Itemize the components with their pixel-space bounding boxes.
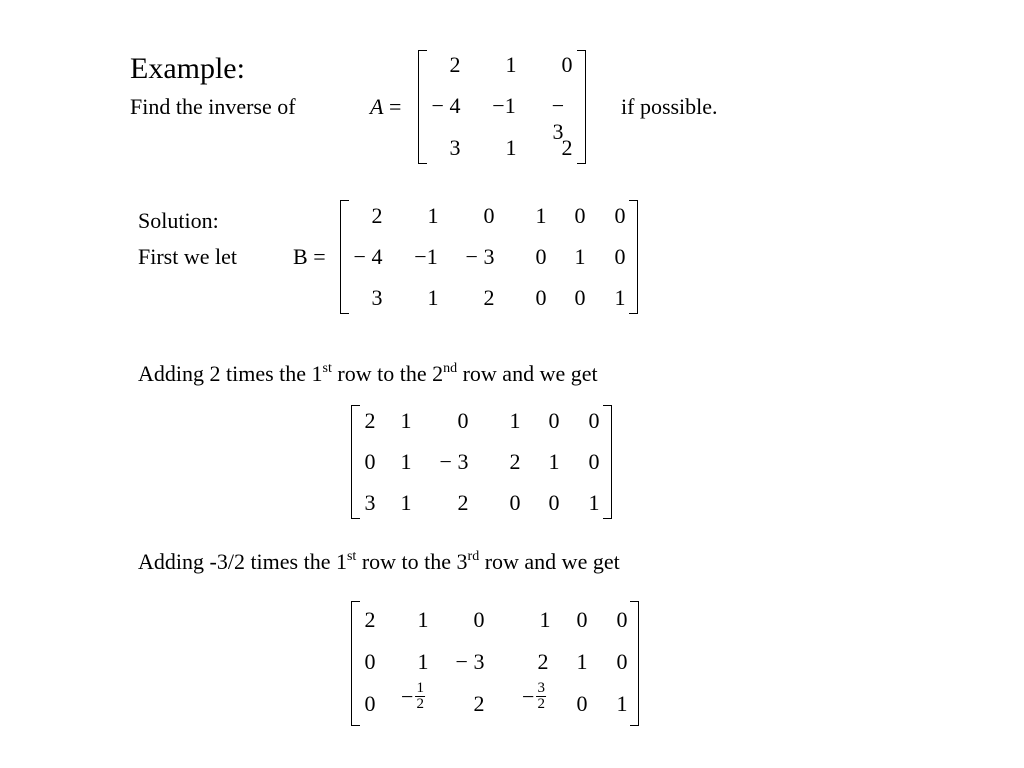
matrix-cell: 1 bbox=[574, 244, 586, 269]
matrix-cell: − 4 bbox=[431, 93, 461, 118]
matrix-cell: 0 bbox=[576, 691, 588, 716]
matrix-cell: 2 bbox=[509, 449, 521, 474]
fraction-numerator: 1 bbox=[416, 680, 424, 696]
step1-mid: row to the 2 bbox=[331, 361, 444, 386]
matrix-b-symbol: B bbox=[293, 244, 308, 269]
matrix-cell: − 3 bbox=[439, 449, 469, 474]
matrix-cell: 3 bbox=[371, 285, 383, 310]
matrix-cell: 0 bbox=[614, 203, 626, 228]
matrix-cell: 0 bbox=[535, 285, 547, 310]
matrix-cell: −1 bbox=[492, 93, 516, 118]
matrix-cell: 1 bbox=[505, 52, 517, 77]
matrix-cell: 0 bbox=[457, 408, 469, 433]
step1-pre: Adding 2 times the 1 bbox=[138, 361, 323, 386]
solution-let-text: First we let bbox=[138, 244, 237, 269]
matrix-cell: 0 bbox=[574, 203, 586, 228]
matrix-cell: 2 bbox=[483, 285, 495, 310]
matrix-a bbox=[418, 50, 586, 164]
matrix-cell: 2 bbox=[364, 408, 376, 433]
matrix-cell: 2 bbox=[561, 135, 573, 160]
matrix-cell: 1 bbox=[427, 285, 439, 310]
matrix-cell: 0 bbox=[576, 607, 588, 632]
matrix-cell: 1 bbox=[535, 203, 547, 228]
example-title: Example: bbox=[130, 52, 245, 85]
matrix-cell: 1 bbox=[400, 408, 412, 433]
matrix-cell: 1 bbox=[614, 285, 626, 310]
matrix-cell: 0 bbox=[509, 490, 521, 515]
matrix-cell: 0 bbox=[616, 607, 628, 632]
step1-text bbox=[138, 361, 598, 387]
matrix-cell: 2 bbox=[457, 490, 469, 515]
matrix-cell: 1 bbox=[417, 649, 429, 674]
step1-sup2: nd bbox=[443, 361, 458, 376]
example-suffix: if possible. bbox=[621, 94, 718, 119]
matrix-cell: 2 bbox=[371, 203, 383, 228]
equals-sign: = bbox=[313, 244, 326, 269]
equals-sign: = bbox=[388, 94, 402, 119]
matrix-cell: − 3 bbox=[465, 244, 495, 269]
matrix-cell: 2 bbox=[449, 52, 461, 77]
matrix-cell: 0 bbox=[588, 449, 600, 474]
step2-sup1: st bbox=[346, 549, 357, 564]
matrix-cell: 1 bbox=[539, 607, 551, 632]
example-prompt: Find the inverse of bbox=[130, 94, 296, 119]
matrix-cell: 0 bbox=[548, 408, 560, 433]
matrix-b bbox=[340, 200, 638, 314]
step2-pre: Adding -3/2 times the 1 bbox=[138, 549, 347, 574]
matrix-cell: 0 bbox=[548, 490, 560, 515]
matrix-cell: 2 bbox=[364, 607, 376, 632]
matrix-a-symbol: A bbox=[370, 94, 384, 119]
matrix-cell: 1 bbox=[505, 135, 517, 160]
matrix-cell: 1 bbox=[509, 408, 521, 433]
matrix-cell: 3 bbox=[364, 490, 376, 515]
matrix-cell-fraction bbox=[401, 681, 425, 721]
fraction-numerator: 3 bbox=[537, 680, 545, 696]
matrix-cell: 1 bbox=[616, 691, 628, 716]
matrix-cell: 2 bbox=[473, 691, 485, 716]
matrix-cell: −1 bbox=[414, 244, 438, 269]
matrix-cell: − 3 bbox=[455, 649, 485, 674]
matrix-cell: − 3 bbox=[551, 93, 565, 144]
matrix-cell: − 4 bbox=[353, 244, 383, 269]
matrix-cell: 0 bbox=[364, 449, 376, 474]
matrix-cell: 1 bbox=[427, 203, 439, 228]
fraction-sign: − bbox=[522, 683, 535, 709]
matrix-cell: 2 bbox=[537, 649, 549, 674]
step2-mid: row to the 3 bbox=[356, 549, 468, 574]
step2-post: row and we get bbox=[479, 549, 620, 574]
matrix-cell: 3 bbox=[449, 135, 461, 160]
step2-sup2: rd bbox=[467, 549, 480, 564]
step2-text bbox=[138, 549, 620, 575]
fraction-sign: − bbox=[401, 683, 414, 709]
matrix-cell: 0 bbox=[561, 52, 573, 77]
matrix-step1 bbox=[351, 405, 612, 519]
matrix-cell: 0 bbox=[483, 203, 495, 228]
matrix-cell: 1 bbox=[400, 449, 412, 474]
matrix-cell: 1 bbox=[576, 649, 588, 674]
matrix-cell: 1 bbox=[400, 490, 412, 515]
matrix-cell: 0 bbox=[535, 244, 547, 269]
matrix-cell: 0 bbox=[614, 244, 626, 269]
matrix-b-label bbox=[293, 244, 326, 270]
matrix-step2 bbox=[351, 601, 639, 726]
matrix-cell: 0 bbox=[473, 607, 485, 632]
fraction-denominator: 2 bbox=[416, 696, 424, 712]
matrix-cell: 0 bbox=[616, 649, 628, 674]
matrix-cell-fraction bbox=[522, 681, 546, 721]
matrix-cell: 0 bbox=[364, 649, 376, 674]
matrix-cell: 1 bbox=[417, 607, 429, 632]
matrix-cell: 1 bbox=[588, 490, 600, 515]
matrix-cell: 0 bbox=[364, 691, 376, 716]
matrix-cell: 1 bbox=[548, 449, 560, 474]
matrix-cell: 0 bbox=[574, 285, 586, 310]
matrix-cell: 0 bbox=[588, 408, 600, 433]
step1-sup1: st bbox=[322, 361, 332, 376]
step1-post: row and we get bbox=[457, 361, 598, 386]
fraction-denominator: 2 bbox=[537, 696, 545, 712]
solution-label: Solution: bbox=[138, 208, 219, 233]
matrix-a-label bbox=[370, 94, 401, 120]
